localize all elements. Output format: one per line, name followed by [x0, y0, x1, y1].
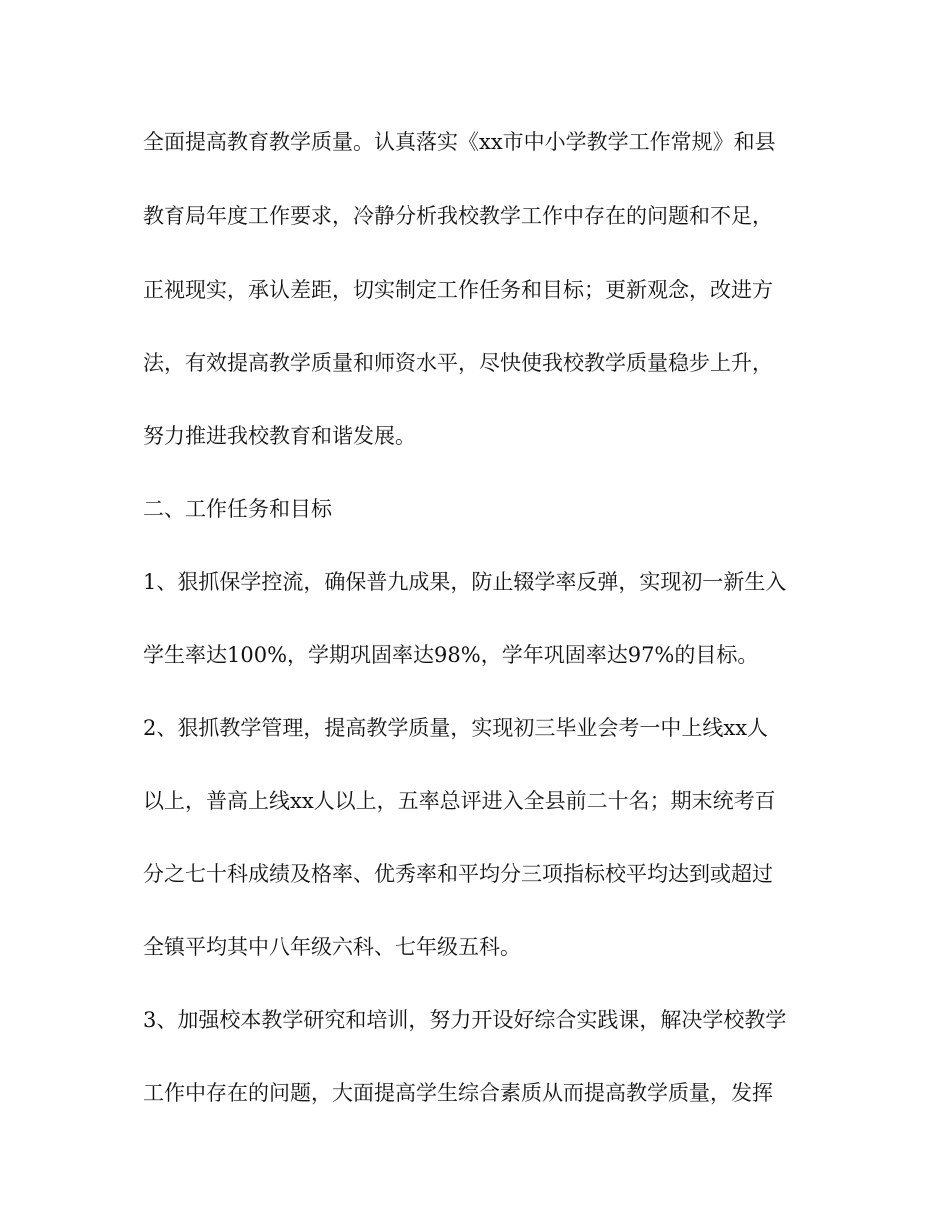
- paragraph-line: 分之七十科成绩及格率、优秀率和平均分三项指标校平均达到或超过: [143, 862, 773, 886]
- paragraph-line: 正视现实，承认差距，切实制定工作任务和目标；更新观念，改进方: [143, 278, 773, 302]
- paragraph-line: 1、狠抓保学控流，确保普九成果，防止辍学率反弹，实现初一新生入: [143, 570, 787, 594]
- paragraph-line: 以上，普高上线xx人以上，五率总评进入全县前二十名；期末统考百: [143, 789, 776, 813]
- paragraph-line: 努力推进我校教育和谐发展。: [143, 424, 416, 448]
- paragraph-line: 3、加强校本教学研究和培训，努力开设好综合实践课，解决学校教学: [143, 1008, 787, 1032]
- paragraph-line: 全镇平均其中八年级六科、七年级五科。: [143, 935, 521, 959]
- paragraph-line: 工作中存在的问题，大面提高学生综合素质从而提高教学质量，发挥: [143, 1081, 773, 1105]
- paragraph-line: 教育局年度工作要求，冷静分析我校教学工作中存在的问题和不足，: [143, 204, 773, 228]
- paragraph-line: 学生率达100%，学期巩固率达98%，学年巩固率达97%的目标。: [143, 643, 759, 667]
- paragraph-line: 2、狠抓教学管理，提高教学质量，实现初三毕业会考一中上线xx人: [143, 716, 769, 740]
- paragraph-line: 法，有效提高教学质量和师资水平，尽快使我校教学质量稳步上升，: [143, 351, 773, 375]
- section-heading: 二、工作任务和目标: [143, 497, 332, 521]
- paragraph-line: 全面提高教育教学质量。认真落实《xx市中小学教学工作常规》和县: [143, 130, 776, 154]
